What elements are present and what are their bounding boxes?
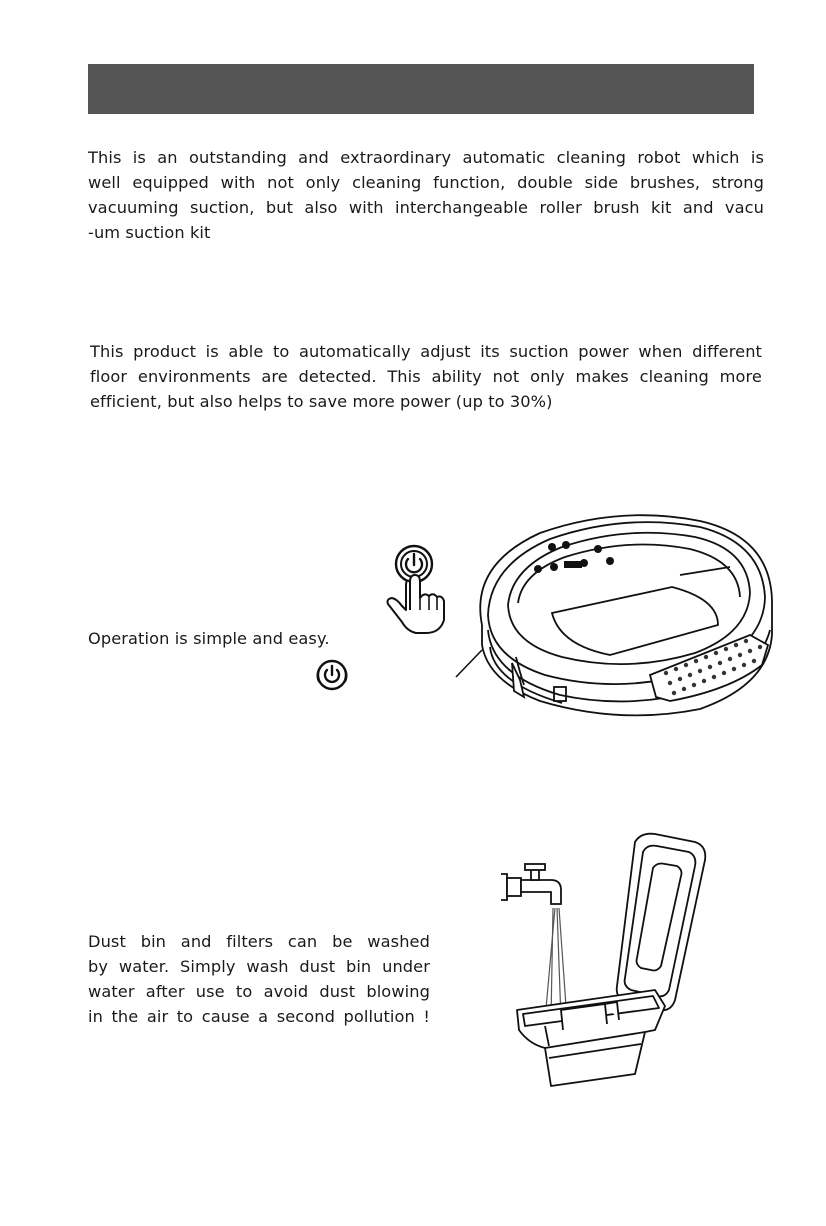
suction-line: This product is able to automatically adjust its suction power when different xyxy=(90,342,762,361)
suction-line: efficient, but also helps to save more power (up to 30%) xyxy=(90,392,553,411)
intro-line: well equipped with not only cleaning function, double side brushes, strong xyxy=(88,173,764,192)
dustbin-paragraph xyxy=(88,929,430,1029)
suction-paragraph xyxy=(90,339,762,414)
operation-text: Operation is simple and easy. xyxy=(88,629,330,648)
dustbin-line: in the air to cause a second pollution ! xyxy=(88,1007,430,1026)
dustbin-line: water after use to avoid dust blowing xyxy=(88,982,430,1001)
finger-press-icon xyxy=(380,540,460,640)
intro-paragraph xyxy=(88,145,764,245)
robot-vacuum-illustration xyxy=(450,505,780,730)
intro-line: vacuuming suction, but also with interchangeable roller brush kit and vacu xyxy=(88,198,764,217)
dustbin-line: by water. Simply wash dust bin under xyxy=(88,957,430,976)
dustbin-line: Dust bin and filters can be washed xyxy=(88,932,430,951)
intro-line: This is an outstanding and extraordinary automatic cleaning robot which is xyxy=(88,148,764,167)
suction-line: floor environments are detected. This ability not only makes cleaning more xyxy=(90,367,762,386)
dust-bin-illustration xyxy=(505,830,725,1090)
intro-line: -um suction kit xyxy=(88,223,211,242)
section-header-bar xyxy=(88,64,754,114)
power-button-icon xyxy=(312,655,352,695)
